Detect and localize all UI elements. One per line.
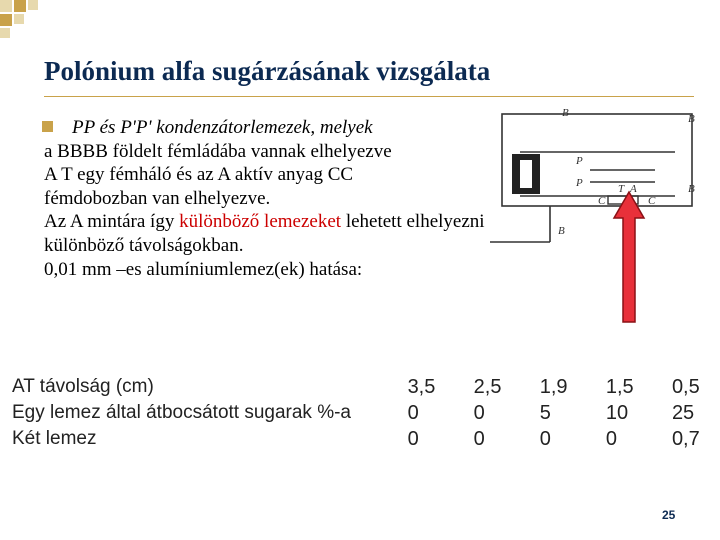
diagram-label-c: C <box>598 195 606 207</box>
table-cell: 3,5 <box>407 376 436 398</box>
slide-body <box>44 116 644 281</box>
table-cell: 0 <box>605 428 617 450</box>
diagram-label-b: B <box>688 113 695 125</box>
row-label: Egy lemez által átbocsátott sugarak %-a <box>12 402 352 423</box>
body-line-4: fémdobozban van elhelyezve. <box>44 187 271 209</box>
corner-decoration <box>0 0 60 50</box>
body-line-7: 0,01 mm –es alumíniumlemez(ek) hatása: <box>44 258 363 280</box>
diagram-label-b: B <box>562 107 569 119</box>
diagram-label-t: T <box>618 183 625 195</box>
measurement-table <box>12 374 712 452</box>
table-cell: 5 <box>539 402 551 424</box>
table-cell: 0 <box>473 428 485 450</box>
diagram-label-p: P <box>576 177 583 189</box>
row-label: Két lemez <box>12 428 97 449</box>
table-cell: 0 <box>407 402 419 424</box>
table-row <box>12 400 712 426</box>
diagram-label-a: A <box>630 183 637 195</box>
body-line-5-end: lehetett elhelyezni <box>341 211 485 233</box>
diagram-label-b: B <box>558 225 565 237</box>
table-cell: 2,5 <box>473 376 502 398</box>
table-row <box>12 426 712 452</box>
table-cell: 10 <box>605 402 629 424</box>
table-cell: 0,7 <box>671 428 700 450</box>
table-cell: 1,9 <box>539 376 568 398</box>
bullet-icon <box>42 121 53 132</box>
bullet-line <box>44 116 644 140</box>
body-line-5 <box>44 210 644 234</box>
table-cell: 0 <box>407 428 419 450</box>
body-line-1: PP és P'P' kondenzátorlemezek, melyek <box>72 117 373 138</box>
diagram-label-c: C <box>648 195 656 207</box>
row-label: AT távolság (cm) <box>12 376 154 397</box>
table-cell: 1,5 <box>605 376 634 398</box>
highlighted-text: különböző lemezeket <box>179 211 342 233</box>
table-cell: 0,5 <box>671 376 700 398</box>
table-row <box>12 374 712 400</box>
body-line-6: különböző távolságokban. <box>44 234 244 256</box>
table-cell: 0 <box>473 402 485 424</box>
body-line-3: A T egy fémháló és az A aktív anyag CC <box>44 164 354 186</box>
diagram-label-p: P <box>576 155 583 167</box>
table-cell: 0 <box>539 428 551 450</box>
body-line-2: a BBBB földelt fémládába vannak elhelyezve <box>44 140 392 162</box>
slide-title: Polónium alfa sugárzásának vizsgálata <box>44 56 491 86</box>
page-number: 25 <box>662 508 676 522</box>
table-cell: 25 <box>671 402 695 424</box>
diagram-label-b: B <box>688 183 695 195</box>
body-line-5-start: Az A mintára így <box>44 211 180 233</box>
